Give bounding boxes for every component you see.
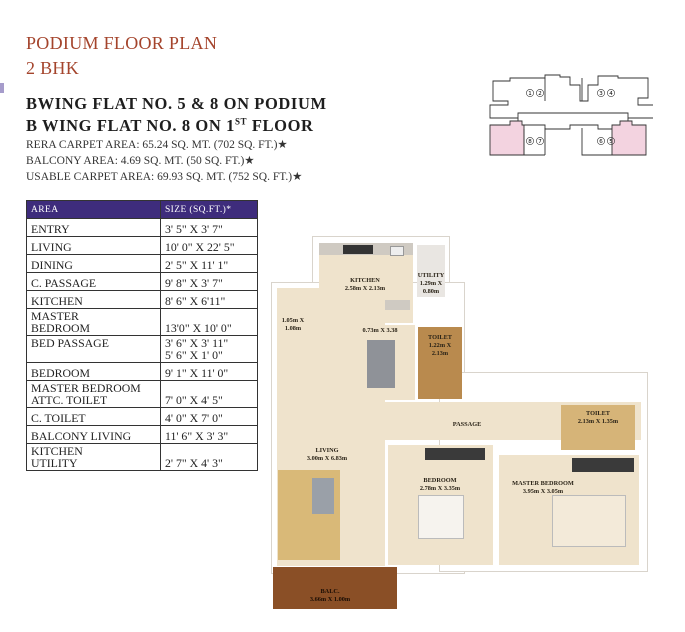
living-label	[307, 447, 347, 463]
table-row	[27, 381, 258, 408]
cell-text: MASTER	[31, 309, 79, 323]
area-header: AREA	[27, 201, 161, 219]
balcony-label	[310, 588, 350, 604]
area-cell	[27, 363, 161, 381]
label-line: 2.78m X 3.35m	[419, 485, 461, 492]
cell-text: 2' 5" X 11' 1"	[165, 258, 229, 272]
keyplan-outline-top	[490, 75, 653, 118]
area-cell	[27, 219, 161, 237]
svg-text:7: 7	[538, 139, 542, 145]
keyplan-unit-number	[536, 137, 543, 145]
table-row	[27, 291, 258, 309]
cell-text: 2' 7" X 4' 3"	[165, 456, 223, 470]
size-cell	[161, 444, 258, 471]
toilet-label	[428, 334, 452, 358]
cell-text: BEDROOM	[31, 366, 90, 380]
svg-text:4: 4	[609, 91, 613, 97]
key-plan	[488, 73, 653, 158]
label-line: BALC.	[320, 588, 340, 595]
table-row	[27, 363, 258, 381]
label-line: 3.95m X 3.05m	[522, 488, 564, 495]
label-line: 2.58m X 2.13m	[344, 285, 386, 292]
keyplan-divider	[545, 78, 582, 155]
wardrobe-icon	[425, 448, 485, 460]
svg-text:8: 8	[528, 139, 532, 145]
cell-text: 4' 0" X 7' 0"	[165, 411, 223, 425]
label-line: 0.73m X 3.38	[362, 327, 398, 334]
flat-heading-1: BWING FLAT NO. 5 & 8 ON PODIUM	[26, 94, 327, 113]
page-title: PODIUM FLOOR PLAN	[26, 33, 218, 53]
cell-text: 5' 6" X 1' 0"	[165, 348, 223, 362]
size-cell	[161, 291, 258, 309]
usable-carpet-area: USABLE CARPET AREA: 69.93 SQ. MT. (752 SQ. FT.)★	[26, 171, 303, 183]
size-cell	[161, 255, 258, 273]
label-line: TOILET	[427, 334, 453, 341]
bedroom-label	[420, 477, 460, 493]
cell-text: 13'0" X 10' 0"	[165, 321, 232, 335]
dining-label	[363, 327, 398, 335]
cell-text: 8' 6" X 6'11"	[165, 294, 226, 308]
label-line: LIVING	[315, 447, 339, 454]
label-line: 0.80m	[422, 288, 440, 295]
cell-text: 7' 0" X 4' 5"	[165, 393, 223, 407]
cell-text: DINING	[31, 258, 73, 272]
cell-text: 11' 6" X 3' 3"	[165, 429, 229, 443]
cell-text: C. PASSAGE	[31, 276, 97, 290]
svg-text:2: 2	[538, 91, 542, 97]
passage-label	[453, 421, 482, 429]
cell-text: UTILITY	[31, 456, 78, 470]
cell-text: 10' 0" X 22' 5"	[165, 240, 235, 254]
bed-icon	[552, 495, 626, 547]
label-line: 2.13m X 1.35m	[577, 418, 619, 425]
svg-text:3: 3	[599, 91, 603, 97]
master-bedroom-label	[512, 480, 574, 496]
table-row	[27, 255, 258, 273]
label-line: 1.22m X	[428, 342, 452, 349]
size-cell	[161, 381, 258, 408]
balcony-area: BALCONY AREA: 4.69 SQ. MT. (50 SQ. FT.)★	[26, 155, 255, 167]
keyplan-unit-5	[612, 121, 646, 155]
cell-text: 9' 8" X 3' 7"	[165, 276, 223, 290]
area-cell	[27, 237, 161, 255]
label-line: MASTER BEDROOM	[512, 480, 574, 487]
cell-text: MASTER BEDROOM	[31, 381, 141, 395]
keyplan-unit-number	[526, 89, 533, 97]
kitchen-label	[345, 277, 385, 293]
table-row	[27, 219, 258, 237]
dining-table-icon	[367, 340, 395, 388]
edge-mark	[0, 83, 4, 93]
area-cell	[27, 255, 161, 273]
page-subtitle: 2 BHK	[26, 58, 80, 78]
size-cell	[161, 237, 258, 255]
cell-text: 3' 6" X 3' 11"	[165, 336, 229, 350]
wardrobe-icon	[572, 458, 634, 472]
table-row	[27, 309, 258, 336]
keyplan-unit-number	[597, 89, 604, 97]
size-cell	[161, 219, 258, 237]
cell-text: BALCONY LIVING	[31, 429, 132, 443]
label-line: TOILET	[585, 410, 611, 417]
label-line: PASSAGE	[452, 421, 482, 428]
size-header: SIZE (SQ.FT.)*	[161, 201, 258, 219]
cell-text: ATTC. TOILET	[31, 393, 108, 407]
cell-text	[31, 349, 156, 361]
cell-text: LIVING	[31, 240, 72, 254]
svg-text:6: 6	[599, 139, 603, 145]
table-row	[27, 408, 258, 426]
utility-label	[418, 272, 445, 296]
keyplan-unit-number	[526, 137, 533, 145]
table-row	[27, 444, 258, 471]
cell-text: 9' 1" X 11' 0"	[165, 366, 229, 380]
keyplan-unit-8	[490, 121, 524, 155]
sink-icon	[390, 246, 404, 256]
table-row	[27, 426, 258, 444]
label-line: 1.05m X	[281, 317, 305, 324]
cell-text: ENTRY	[31, 222, 70, 236]
cell-text: BEDROOM	[31, 321, 90, 335]
cell-text: 3' 5" X 3' 7"	[165, 222, 223, 236]
bed-icon	[418, 495, 464, 539]
rera-carpet-area: RERA CARPET AREA: 65.24 SQ. MT. (702 SQ. FT.)★	[26, 139, 288, 151]
keyplan-outline-bottom	[518, 118, 628, 129]
flat-heading-2: B WING FLAT NO. 8 ON 1ST FLOOR	[26, 116, 314, 135]
svg-text:5: 5	[609, 139, 613, 145]
size-cell	[161, 363, 258, 381]
cell-text: BED PASSAGE	[31, 336, 109, 350]
label-line: BEDROOM	[423, 477, 457, 484]
keyplan-unit-number	[607, 89, 614, 97]
area-cell	[27, 381, 161, 408]
cell-text: C. TOILET	[31, 411, 86, 425]
keyplan-unit-number	[597, 137, 604, 145]
size-cell	[161, 309, 258, 336]
keyplan-unit-number	[536, 89, 543, 97]
label-line: 2.13m	[431, 350, 449, 357]
table-row	[27, 336, 258, 363]
size-cell	[161, 408, 258, 426]
area-cell	[27, 336, 161, 363]
table-row	[27, 273, 258, 291]
area-cell	[27, 444, 161, 471]
hob-icon	[343, 245, 373, 254]
label-line: 3.66m X 1.00m	[309, 596, 351, 603]
cell-text: KITCHEN	[31, 444, 83, 458]
label-line: 1.08m	[284, 325, 302, 332]
area-cell	[27, 273, 161, 291]
area-cell	[27, 291, 161, 309]
rug-icon	[312, 478, 334, 514]
area-table	[26, 200, 258, 471]
master-toilet-label	[578, 410, 618, 426]
size-cell	[161, 336, 258, 363]
area-cell	[27, 309, 161, 336]
table-row	[27, 237, 258, 255]
area-cell	[27, 408, 161, 426]
area-cell	[27, 426, 161, 444]
label-line: UTILITY	[417, 272, 445, 279]
size-cell	[161, 426, 258, 444]
size-cell	[161, 273, 258, 291]
cell-text: KITCHEN	[31, 294, 83, 308]
entry-label	[282, 317, 304, 333]
svg-text:1: 1	[528, 91, 532, 97]
label-line: KITCHEN	[350, 277, 380, 284]
label-line: 1.29m X	[419, 280, 443, 287]
label-line: 3.00m X 6.83m	[306, 455, 348, 462]
